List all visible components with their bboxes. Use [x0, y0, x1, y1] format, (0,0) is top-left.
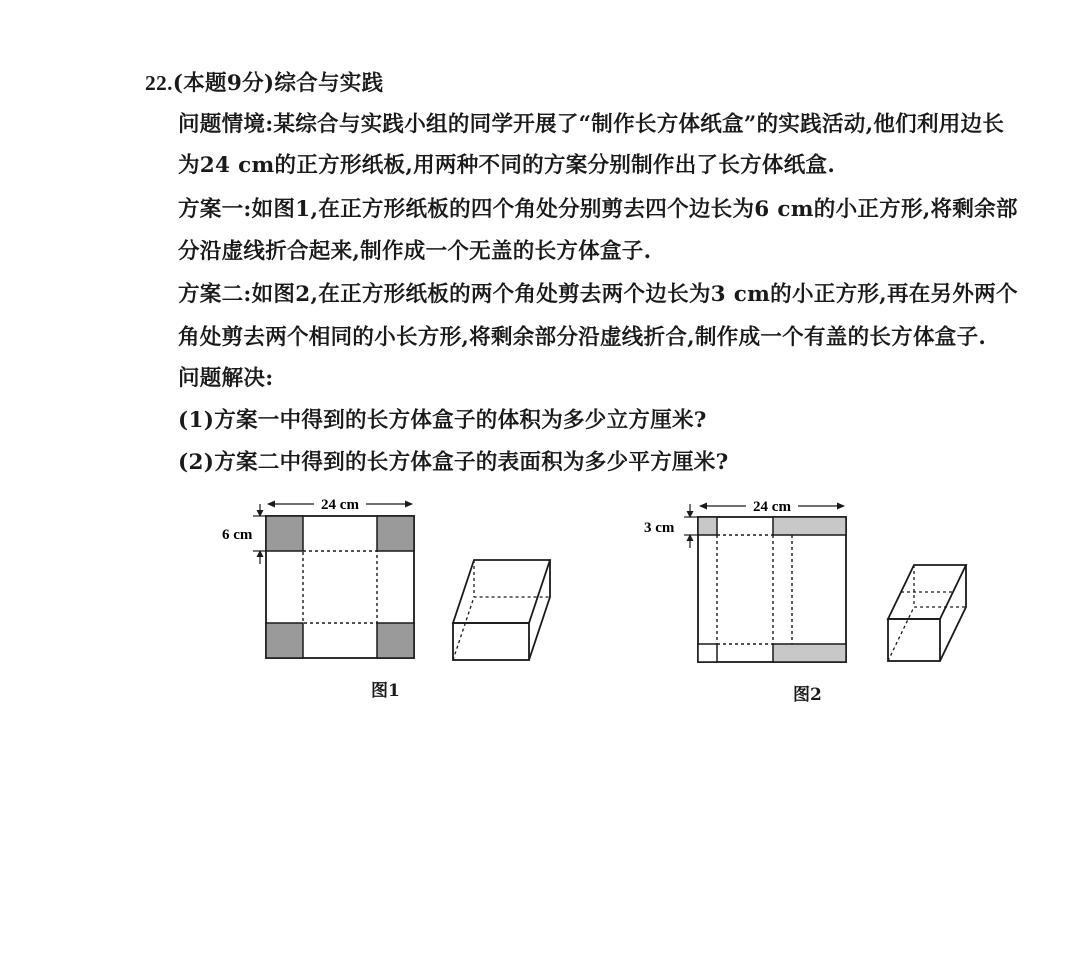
fig1-corner-bottom-left — [266, 623, 303, 658]
fig1-corner-bottom-right — [377, 623, 414, 658]
figure-1-diagram — [210, 490, 570, 675]
fig1-width-label: 24 cm — [321, 497, 359, 513]
figure-2-caption: 图2 — [793, 685, 822, 705]
fig2-box-right-face — [940, 565, 966, 661]
figure-1-caption: 图1 — [371, 681, 400, 701]
fig2-width-arrowhead-left — [699, 503, 707, 510]
problem-number: 22. — [145, 71, 173, 95]
fig1-box-right-face — [529, 560, 550, 660]
fig2-square-sheet — [698, 517, 846, 662]
question-1: (1)方案一中得到的长方体盒子的体积为多少立方厘米? — [178, 408, 707, 433]
fig1-width-arrowhead-left — [267, 501, 275, 508]
fig1-box-top-face — [453, 560, 550, 623]
plan1-line-2: 分沿虚线折合起来,制作成一个无盖的长方体盒子. — [178, 239, 652, 264]
problem-title: (本题9分)综合与实践 — [172, 71, 384, 96]
fig2-width-label: 24 cm — [753, 499, 791, 515]
solve-heading: 问题解决: — [178, 366, 274, 391]
plan1-line-1: 方案一:如图1,在正方形纸板的四个角处分别剪去四个边长为6 cm的小正方形,将剩余部 — [178, 197, 1018, 222]
fig2-width-arrowhead-right — [837, 503, 845, 510]
fig1-corner-label: 6 cm — [222, 527, 253, 543]
fig1-width-arrowhead-right — [405, 501, 413, 508]
fig1-box-front-face — [453, 623, 529, 660]
plan2-line-2: 角处剪去两个相同的小长方形,将剩余部分沿虚线折合,制作成一个有盖的长方体盒子. — [178, 325, 987, 350]
fig1-corner-top-left — [266, 516, 303, 551]
fig2-rectangle-bottom-right — [773, 644, 846, 662]
figure-2-diagram — [640, 492, 980, 672]
situation-line-2: 为24 cm的正方形纸板,用两种不同的方案分别制作出了长方体纸盒. — [178, 153, 836, 178]
fig2-box-front-face — [888, 619, 940, 661]
situation-line-1: 问题情境:某综合与实践小组的同学开展了“制作长方体纸盒”的实践活动,他们利用边长 — [178, 112, 1005, 137]
fig2-rectangle-top-right — [773, 517, 846, 535]
fig1-corner-top-right — [377, 516, 414, 551]
fig2-small-square-bottom-left — [698, 644, 717, 662]
problem-header — [145, 69, 383, 98]
fig2-box-hidden-edges — [888, 607, 966, 661]
question-2: (2)方案二中得到的长方体盒子的表面积为多少平方厘米? — [178, 450, 729, 475]
fig2-corner-label: 3 cm — [644, 520, 675, 536]
plan2-line-1: 方案二:如图2,在正方形纸板的两个角处剪去两个边长为3 cm的小正方形,再在另外两个 — [178, 282, 1018, 307]
fig2-small-square-top-left — [698, 517, 717, 535]
